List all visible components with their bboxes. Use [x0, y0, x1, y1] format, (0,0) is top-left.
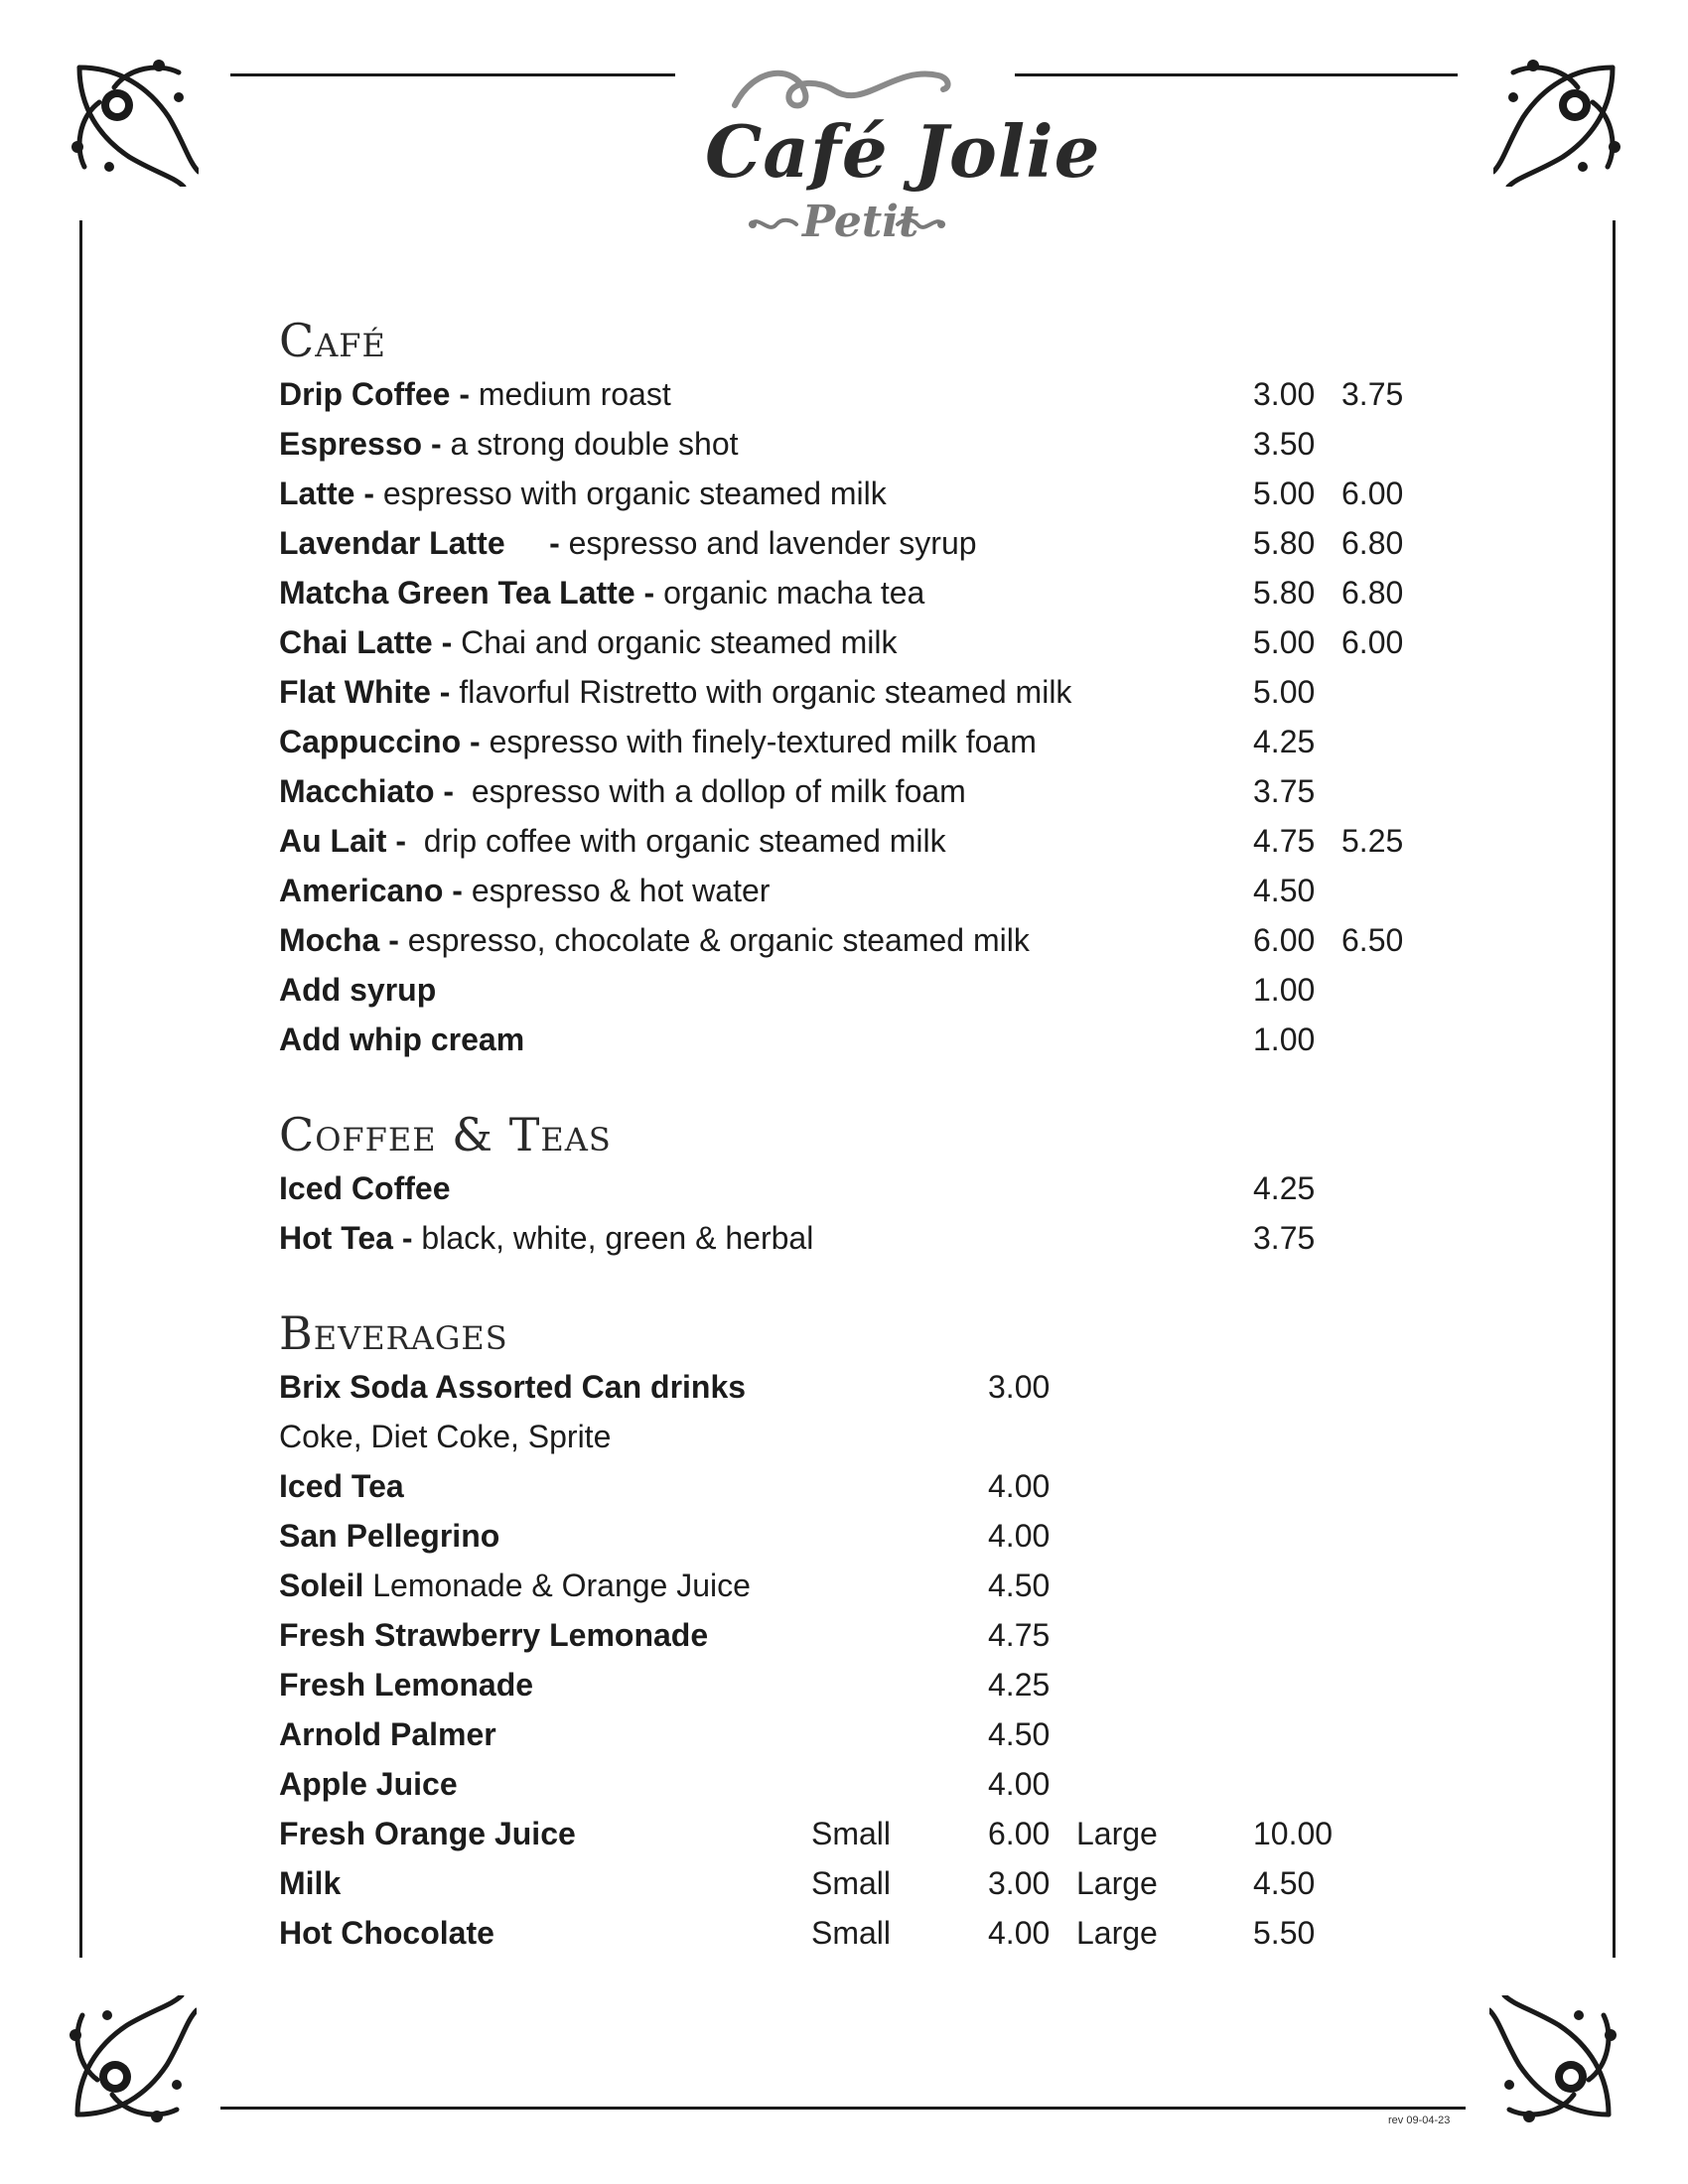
section-title-beverages: Beverages [279, 1306, 508, 1360]
menu-item [279, 419, 739, 469]
item-price: 4.50 [988, 1568, 1051, 1603]
item-name: Espresso - [279, 426, 442, 462]
price-small: 4.50 [1253, 873, 1316, 908]
price-small: 5.80 [1253, 575, 1316, 611]
item-desc: Lemonade & Orange Juice [363, 1568, 751, 1603]
item-desc: drip coffee with organic steamed milk [405, 823, 946, 859]
item-name: Americano - [279, 873, 463, 908]
large-price: 4.50 [1253, 1865, 1316, 1901]
item-price: 4.50 [988, 1716, 1051, 1752]
left-border [79, 220, 82, 1958]
price-small: 6.00 [1253, 922, 1316, 958]
price-large: 3.75 [1341, 376, 1404, 412]
item-name: Arnold Palmer [279, 1716, 496, 1752]
item-name: Fresh Strawberry Lemonade [279, 1617, 709, 1653]
small-label: Small [811, 1865, 892, 1901]
price-small: 3.00 [1253, 376, 1316, 412]
logo-sub: Petit [802, 197, 919, 247]
item-name: Flat White - [279, 674, 451, 710]
item-name: Hot Tea - [279, 1220, 413, 1256]
top-rule-left [230, 73, 675, 76]
logo-right-flourish-icon [894, 212, 947, 236]
price-small: 4.75 [1253, 823, 1316, 859]
large-price: 5.50 [1253, 1915, 1316, 1951]
corner-ornament-bottom-left-icon [58, 1995, 197, 2134]
item-desc: espresso with a dollop of milk foam [454, 773, 966, 809]
logo-name: Café Jolie [705, 109, 1101, 194]
item-name: Add whip cream [279, 1022, 525, 1057]
large-label: Large [1076, 1816, 1158, 1851]
price-large: 6.50 [1341, 922, 1404, 958]
item-desc: flavorful Ristretto with organic steamed milk [450, 674, 1072, 710]
item-price: 3.00 [988, 1369, 1051, 1405]
item-desc: a strong double shot [441, 426, 739, 462]
menu-item [279, 1511, 499, 1561]
price-large: 6.00 [1341, 624, 1404, 660]
item-price: 4.00 [988, 1766, 1051, 1802]
large-label: Large [1076, 1865, 1158, 1901]
item-name: Brix Soda Assorted Can drinks [279, 1369, 747, 1405]
item-name: Soleil [279, 1568, 364, 1603]
menu-item [279, 518, 977, 568]
menu-item [279, 1561, 751, 1610]
menu-item [279, 469, 887, 518]
large-label: Large [1076, 1915, 1158, 1951]
item-name: Au Lait - [279, 823, 406, 859]
item-desc: Chai and organic steamed milk [452, 624, 898, 660]
menu-item [279, 1412, 611, 1461]
item-name: Lavendar Latte - [279, 525, 560, 561]
price-small: 5.00 [1253, 476, 1316, 511]
item-desc: black, white, green & herbal [412, 1220, 814, 1256]
item-name: Mocha - [279, 922, 399, 958]
menu-item [279, 1610, 708, 1660]
menu-item [279, 1660, 533, 1709]
price-large: 6.80 [1341, 525, 1404, 561]
price-large: 5.25 [1341, 823, 1404, 859]
price-small: 4.25 [1253, 724, 1316, 759]
menu-item [279, 1015, 524, 1064]
logo-left-flourish-icon [747, 212, 800, 236]
item-name: Fresh Lemonade [279, 1667, 534, 1703]
item-name: San Pellegrino [279, 1518, 500, 1554]
menu-item [279, 1858, 341, 1908]
menu-item [279, 1759, 458, 1809]
item-name: Milk [279, 1865, 342, 1901]
item-name: Chai Latte - [279, 624, 453, 660]
price-small: 5.00 [1253, 674, 1316, 710]
menu-item [279, 1809, 576, 1858]
item-name: Latte - [279, 476, 374, 511]
price-small: 5.80 [1253, 525, 1316, 561]
item-desc: medium roast [470, 376, 671, 412]
price-small: 1.00 [1253, 972, 1316, 1008]
price-small: 4.25 [1253, 1170, 1316, 1206]
menu-item [279, 617, 897, 667]
item-desc: espresso & hot water [462, 873, 771, 908]
item-desc: organic macha tea [654, 575, 925, 611]
item-price: 4.25 [988, 1667, 1051, 1703]
item-name: Apple Juice [279, 1766, 458, 1802]
item-name: Hot Chocolate [279, 1915, 494, 1951]
menu-item [279, 816, 946, 866]
price-large: 6.00 [1341, 476, 1404, 511]
menu-item [279, 1213, 813, 1263]
menu-item [279, 1163, 450, 1213]
price-small: 3.75 [1253, 773, 1316, 809]
item-name: Iced Tea [279, 1468, 404, 1504]
corner-ornament-top-left-icon [60, 48, 199, 187]
menu-item [279, 866, 770, 915]
menu-item [279, 1362, 746, 1412]
menu-item [279, 965, 436, 1015]
price-small: 5.00 [1253, 624, 1316, 660]
small-label: Small [811, 1816, 892, 1851]
item-price: 4.75 [988, 1617, 1051, 1653]
corner-ornament-bottom-right-icon [1489, 1995, 1628, 2134]
item-desc: espresso with finely-textured milk foam [480, 724, 1037, 759]
top-rule-right [1015, 73, 1458, 76]
menu-item [279, 1461, 404, 1511]
menu-item [279, 1908, 494, 1958]
logo [695, 48, 1101, 256]
price-small: 1.00 [1253, 1022, 1316, 1057]
item-desc: espresso with organic steamed milk [374, 476, 887, 511]
section-title-cafe: Café [279, 314, 386, 367]
item-desc: espresso, chocolate & organic steamed milk [398, 922, 1030, 958]
item-name: Drip Coffee - [279, 376, 470, 412]
small-price: 4.00 [988, 1915, 1051, 1951]
item-name: Add syrup [279, 972, 437, 1008]
item-price: 4.00 [988, 1518, 1051, 1554]
right-border [1613, 220, 1616, 1958]
item-name: Cappuccino - [279, 724, 481, 759]
price-small: 3.50 [1253, 426, 1316, 462]
item-price: 4.00 [988, 1468, 1051, 1504]
menu-item [279, 915, 1030, 965]
small-label: Small [811, 1915, 892, 1951]
menu-item [279, 766, 966, 816]
price-large: 6.80 [1341, 575, 1404, 611]
menu-item [279, 568, 924, 617]
item-name: Iced Coffee [279, 1170, 451, 1206]
small-price: 3.00 [988, 1865, 1051, 1901]
menu-item [279, 667, 1071, 717]
item-name: Fresh Orange Juice [279, 1816, 576, 1851]
menu-item [279, 369, 671, 419]
revision-date: rev 09-04-23 [1388, 2115, 1451, 2126]
item-desc: espresso and lavender syrup [559, 525, 977, 561]
price-small: 3.75 [1253, 1220, 1316, 1256]
logo-swirl-icon [725, 56, 953, 115]
corner-ornament-top-right-icon [1493, 48, 1632, 187]
small-price: 6.00 [988, 1816, 1051, 1851]
item-name: Macchiato - [279, 773, 455, 809]
large-price: 10.00 [1253, 1816, 1334, 1851]
item-name: Matcha Green Tea Latte - [279, 575, 655, 611]
menu-item [279, 717, 1037, 766]
bottom-rule [220, 2107, 1466, 2110]
item-desc: Coke, Diet Coke, Sprite [279, 1419, 612, 1454]
section-title-coffee-teas: Coffee & Teas [279, 1108, 612, 1161]
menu-item [279, 1709, 496, 1759]
